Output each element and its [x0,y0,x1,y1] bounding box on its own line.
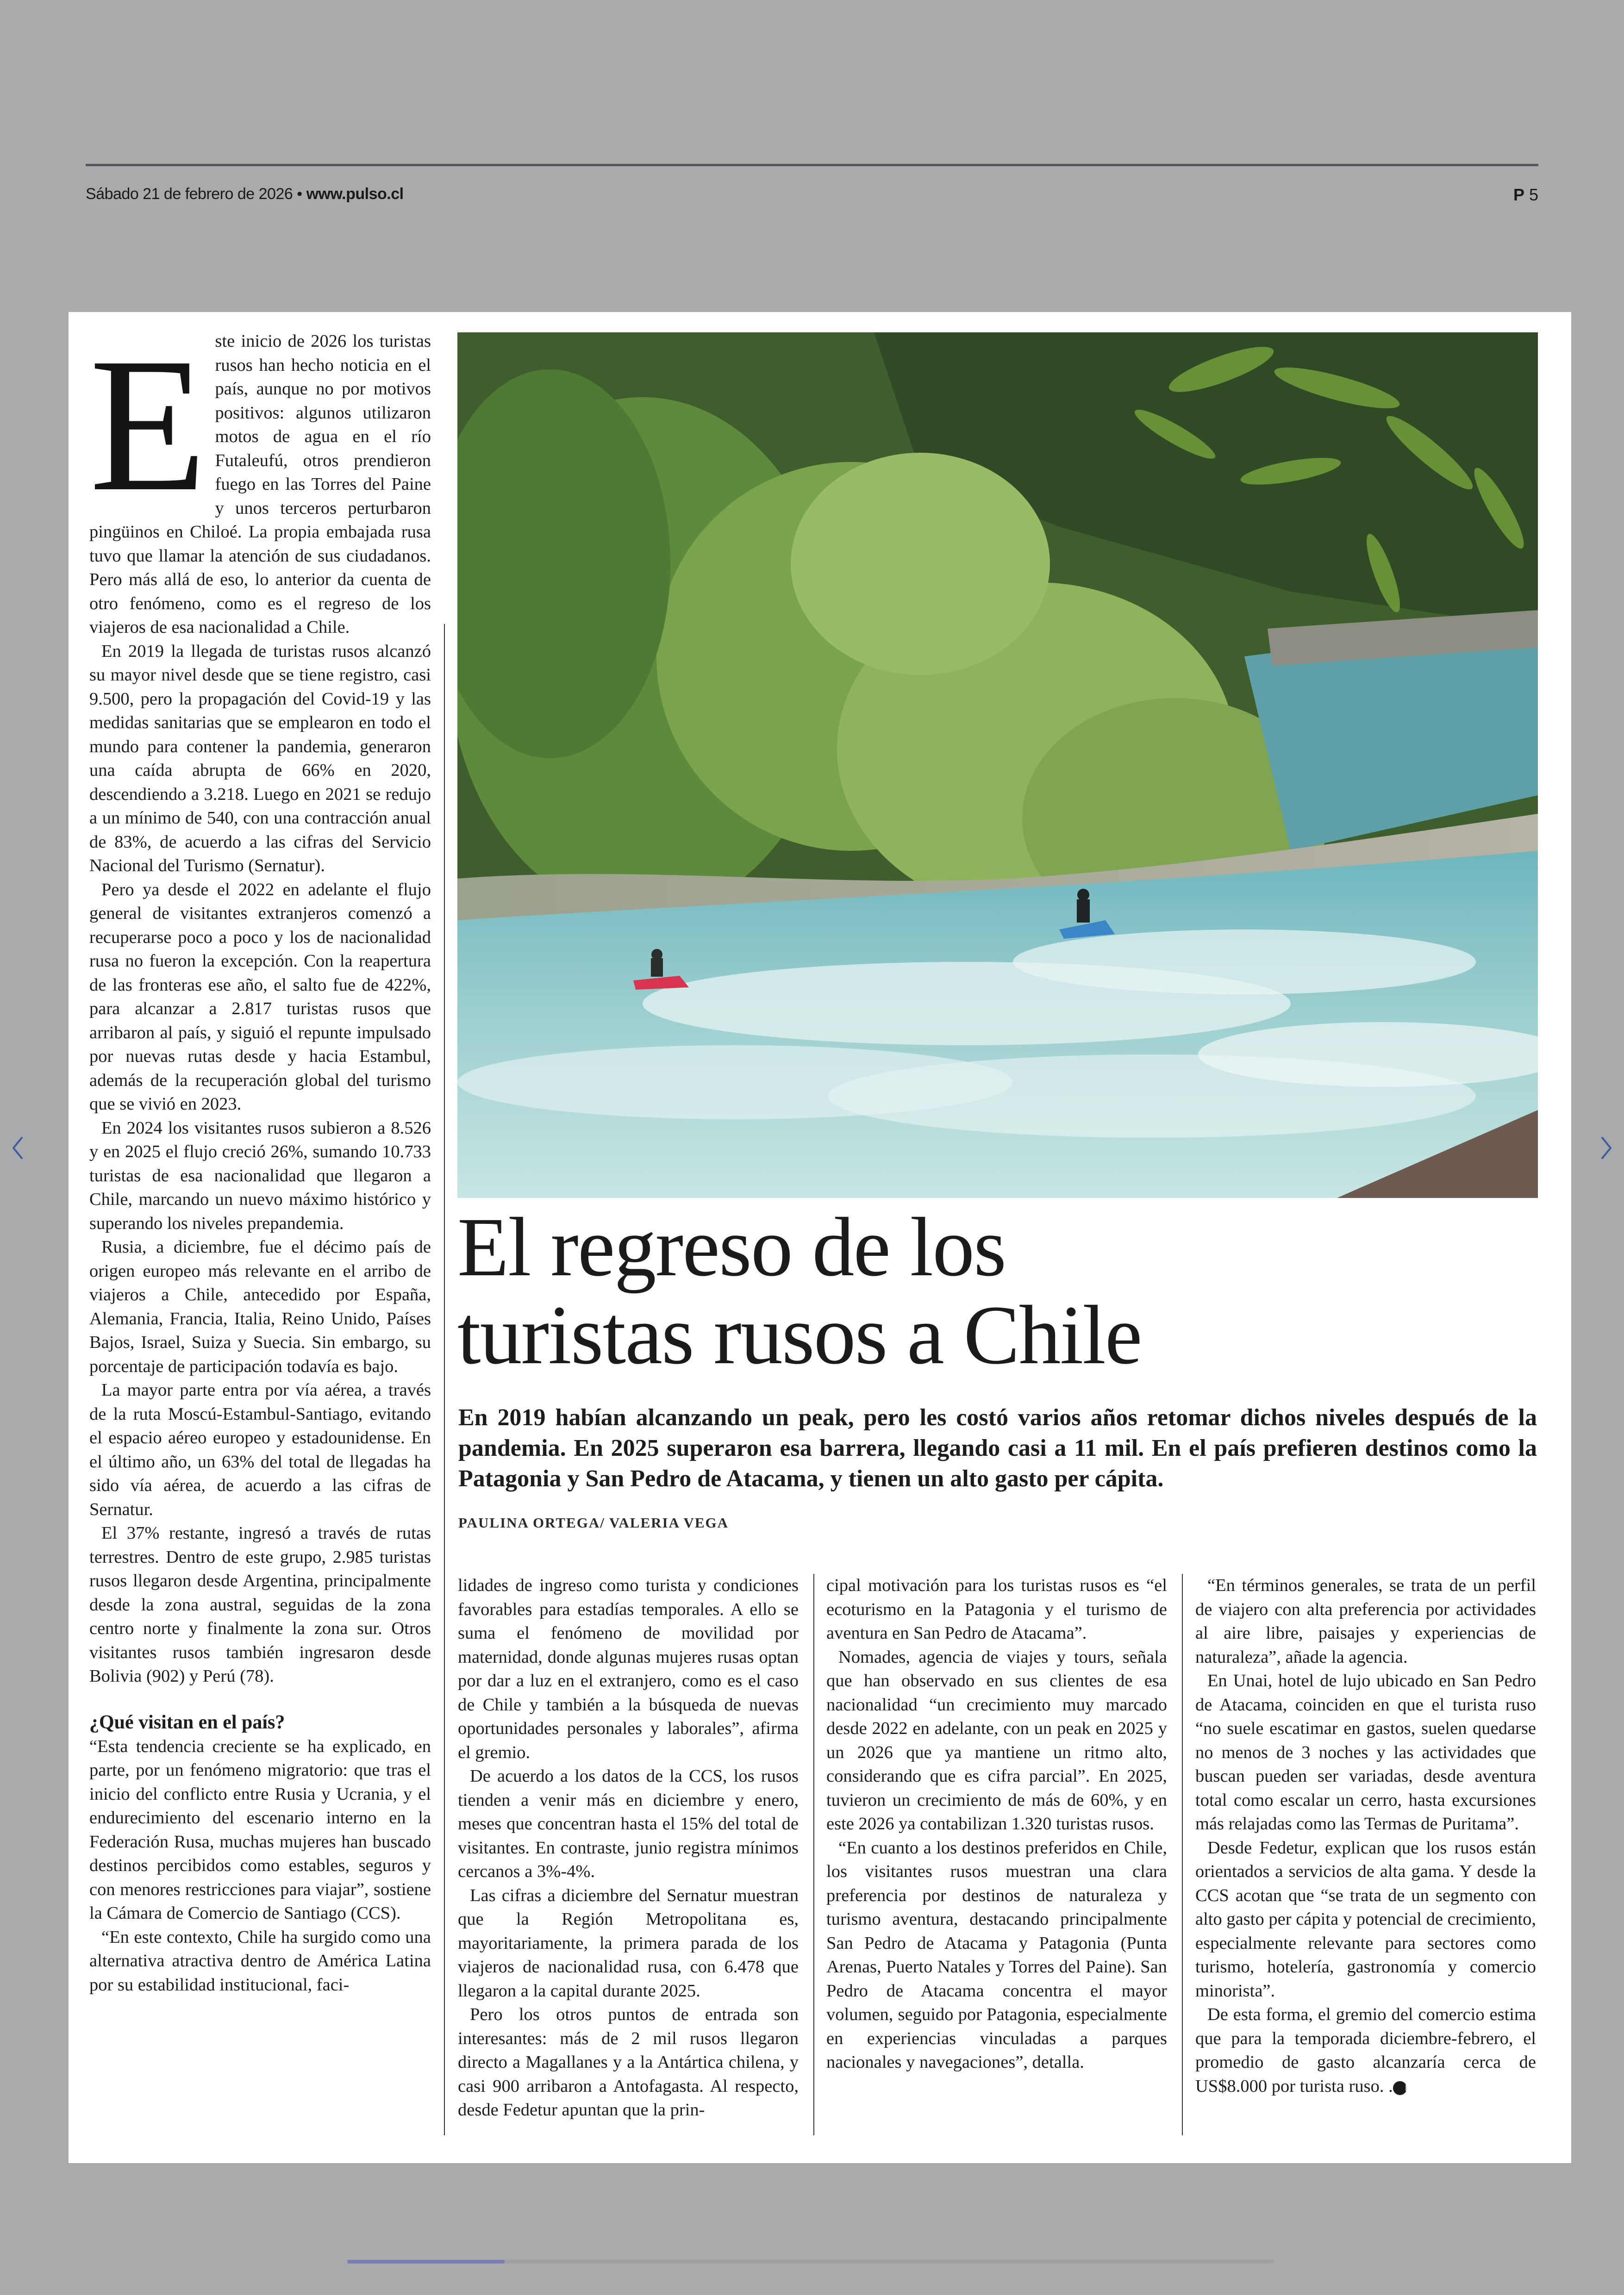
chevron-left-icon [11,1135,25,1161]
paragraph: Rusia, a diciembre, fue el décimo país de origen europeo más relevante en el arribo de viajeros a Chile, antecedido por España, Alemania, Francia, Italia, Reino Unido, Países Bajos, Israel, Suiza y Suecia. Sin embargo, su porcentaje de participación todavía es bajo. [89,1237,431,1376]
header-rule [86,164,1538,166]
paragraph: En 2019 la llegada de turistas rusos alcanzó su mayor nivel desde que se tiene registro, casi 9.500, pero la propagación del Covid-19 y las medidas sanitarias que se emplearon en todo el mundo para contener la pandemia, generaron una caída abrupta de 66% en 2020, descendiendo a 3.218. Luego en 2021 se redujo a un mínimo de 540, con una contracción anual de 83%, de acuerdo a las cifras del Servicio Nacional del Turismo (Sernatur). [89,641,431,875]
article-column-2 [458,1574,799,2122]
headline-line-1: El regreso de los [457,1201,1006,1294]
paragraph: Nomades, agencia de viajes y tours, señala que han observado en sus clientes de esa nacionalidad “un crecimiento muy marcado desde 2022 en adelante, con un peak en 2025 y un 2026 que ya mantiene un ritmo alto, considerando que es cifra parcial”. En 2025, tuvieron un crecimiento de más de 60%, y en este 2026 ya contabilizan 1.320 turistas rusos. [826,1647,1167,1834]
paragraph: “Esta tendencia creciente se ha explicado, en parte, por un fenómeno migratorio: que tras el inicio del conflicto entre Rusia y Ucrania, y el endurecimiento del escenario interno en la Federación Rusa, muchas mujeres han buscado destinos percibidos como estables, seguros y con menores restricciones para viajar”, sostiene la Cámara de Comercio de Santiago (CCS). [89,1736,431,1923]
column-divider [813,1574,814,2135]
paragraph: “En este contexto, Chile ha surgido como una alternativa atractiva dentro de América Latina por su estabilidad institucional, faci- [89,1927,431,1995]
article-photo [457,332,1538,1198]
reading-progress-bar[interactable] [347,2260,1273,2264]
paragraph: De esta forma, el gremio del comercio estima que para la temporada diciembre-febrero, el promedio de gasto alcanzaría cerca de US$8.000 por turista ruso. . P [1195,2005,1536,2096]
headline-line-2: turistas rusos a Chile [457,1289,1142,1382]
paragraph: cipal motivación para los turistas rusos es “el ecoturismo en la Patagonia y el turismo de aventura en San Pedro de Atacama”. [826,1576,1167,1643]
paragraph: lidades de ingreso como turista y condiciones favorables para estadías temporales. A ello se suma el fenómeno de movilidad por maternidad, donde algunas mujeres rusas optan por dar a luz en el extranjero, como es el caso de Chile y también a la búsqueda de nuevas oportunidades personales y laborales”, afirma el gremio. [458,1576,799,1762]
paragraph: Las cifras a diciembre del Sernatur muestran que la Región Metropolitana es, mayoritariamente, la primera parada de los viajeros de nacionalidad rusa, con 6.478 que llegaron a la capital durante 2025. [458,1885,799,2001]
article-column-4 [1195,1574,1536,2098]
article-column-3 [826,1574,1167,2075]
headline [457,1201,1536,1382]
paragraph: Desde Fedetur, explican que los rusos están orientados a servicios de alta gama. Y desde la CCS acotan que “se trata de un segmento con alto gasto per cápita y potencial de crecimiento, especialmente relevante para sectores como turismo, hotelería, gastronomía y comercio minorista”. [1195,1838,1536,2001]
paragraph: El 37% restante, ingresó a través de rutas terrestres. Dentro de este grupo, 2.985 turistas rusos llegaron desde Argentina, principalmente desde la zona austral, seguidas de la zona centro norte y finalmente la zona sur. Otros visitantes rusos también ingresaron desde Bolivia (902) y Perú (78). [89,1523,431,1686]
paragraph: Pero los otros puntos de entrada son interesantes: más de 2 mil rusos llegaron directo a Magallanes y a la Antártica chilena, y casi 900 arribaron a Antofagasta. Al respecto, desde Fedetur apuntan que la prin- [458,2005,799,2120]
paragraph: En Unai, hotel de lujo ubicado en San Pedro de Atacama, coinciden en que el turista ruso “no suele escatimar en gastos, suelen quedarse no menos de 3 noches y las actividades que buscan pueden ser variadas, desde aventura total como escalar un cerro, hasta excursiones más relajadas como las Termas de Puritama”. [1195,1671,1536,1834]
paragraph: En 2024 los visitantes rusos subieron a 8.526 y en 2025 el flujo creció 26%, sumando 10.733 turistas de esa nacionalidad que llegaron a Chile, marcando un nuevo máximo histórico y superando los niveles prepandemia. [89,1118,431,1233]
reading-progress-fill [347,2260,505,2264]
section-subhead: ¿Qué visitan en el país? [89,1711,285,1733]
previous-page-button[interactable] [4,1129,31,1166]
paragraph: “En cuanto a los destinos preferidos en Chile, los visitantes rusos muestran una clara preferencia por destinos de naturaleza y turismo aventura, destacando principalmente San Pedro de Atacama y Patagonia (Punta Arenas, Puerto Natales y Torres del Paine). San Pedro de Atacama concentra el mayor volumen, seguido por Patagonia, especialmente en experiencias vinculadas a parques nacionales y navegaciones”, detalla. [826,1838,1167,2072]
header-dateline: Sábado 21 de febrero de 2026 • www.pulso.cl [86,185,404,203]
column-divider [444,624,445,2135]
drop-cap: E [89,318,207,531]
end-mark-icon: P [1393,2081,1407,2095]
page-number: P 5 [1513,185,1538,204]
byline: PAULINA ORTEGA/ VALERIA VEGA [458,1515,729,1531]
next-page-button[interactable] [1593,1129,1620,1166]
chevron-right-icon [1599,1135,1613,1161]
paragraph: “En términos generales, se trata de un perfil de viajero con alta preferencia por actividades al aire libre, paisajes y experiencias de naturaleza”, añade la agencia. [1195,1576,1536,1667]
site-link[interactable]: www.pulso.cl [306,185,404,203]
article-column-1 [89,318,431,1997]
paragraph: ste inicio de 2026 los turistas rusos han hecho noticia en el país, aunque no por motivos positivos: algunos utilizaron motos de agua en el río Futaleufú, otros prendieron fuego en las Torres del Paine y unos terceros perturbaron pingüinos en Chiloé. La propia embajada rusa tuvo que llamar la atención de sus ciudadanos. Pero más allá de eso, lo anterior da cuenta de otro fenómeno, como es el regreso de los viajeros de esa nacionalidad a Chile. [89,331,431,637]
paragraph: De acuerdo a los datos de la CCS, los rusos tienden a venir más en diciembre y enero, meses que concentran hasta el 15% del total de visitantes. En contraste, junio registra mínimos cercanos a 3%-4%. [458,1766,799,1881]
paragraph: Pero ya desde el 2022 en adelante el flujo general de visitantes extranjeros comenzó a recuperarse poco a poco y los de nacionalidad rusa no fueron la excepción. Con la reapertura de las fronteras ese año, el salto fue de 422%, para alcanzar a 2.817 turistas rusos que arribaron al país, y siguió el repunte impulsado por nuevas rutas desde y hacia Estambul, además de la recuperación global del turismo que se vivió en 2023. [89,879,431,1114]
column-divider [1182,1574,1183,2135]
article-deck: En 2019 habían alcanzando un peak, pero les costó varios años retomar dichos niveles después de la pandemia. En 2025 superaron esa barrera, llegando casi a 11 mil. En el país prefieren destinos como la Patagonia y San Pedro de Atacama, y tienen un alto gasto per cápita. [458,1404,1537,1492]
paragraph: La mayor parte entra por vía aérea, a través de la ruta Moscú-Estambul-Santiago, evitando el espacio aéreo europeo y estadounidense. En el último año, un 63% del total de llegadas ha sido vía aérea, de acuerdo a las cifras de Sernatur. [89,1380,431,1519]
